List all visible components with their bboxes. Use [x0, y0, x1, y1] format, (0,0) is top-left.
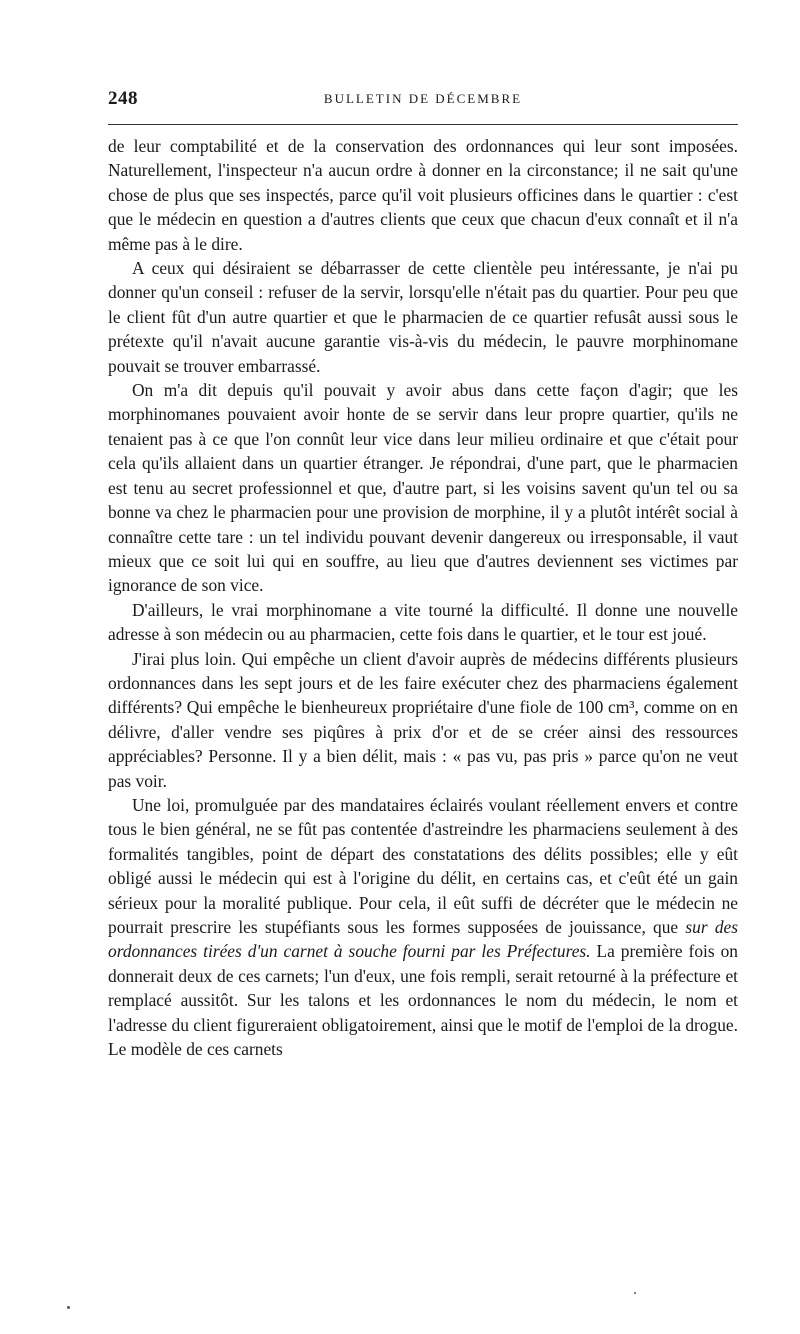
paragraph-6-text-before: Une loi, promulguée par des mandataires éclairés voulant réellement envers et contre tous le bien général, ne se fût pas contentée d'astreindre les pharmaciens seulement à des formalités tangibles, point de départ des constatations des délits possibles; elle y eût obligé aussi le médecin qui est à l'origine du délit, en certains cas, et c'eût été un gain sérieux pour la moralité publique. Pour cela, il eût suffi de décréter que le médecin ne pourrait prescrire les stupéfiants sous les formes supposées de jouissance, que: [108, 794, 738, 937]
running-title: BULLETIN DE DÉCEMBRE: [323, 91, 523, 106]
paragraph-6-text-after: La première fois on donnerait deux de ces carnets; l'un d'eux, une fois rempli, serait retourné à la préfecture et remplacé aussitôt. Sur les talons et les ordonnances le nom du médecin, le nom et l'adresse du client figureraient obligatoirement, ainsi que le motif de l'emploi de la drogue. Le modèle de ces carnets: [108, 941, 738, 1060]
paragraph-6-italic-text: sur des ordonnances tirées d'un carnet à souche fourni par les Préfectures.: [108, 917, 738, 962]
header-rule: [108, 124, 738, 125]
print-speck: [634, 1292, 636, 1294]
page-number: 248: [108, 88, 138, 109]
paragraph-2: A ceux qui désiraient se débarrasser de cette clientèle peu intéressante, je n'ai pu donner qu'un conseil : refuser de la servir, lorsqu'elle n'était pas du quartier. Pour peu que le client fût d'un autre quartier et que le pharmacien de ce quartier refusât aussi sous le prétexte qu'il n'avait aucune garantie vis-à-vis du médecin, le pauvre morphinomane pouvait se trouver embarrassé.: [108, 258, 738, 376]
body-text: [108, 134, 738, 1061]
running-head: [108, 88, 738, 116]
paragraph-6: [108, 793, 738, 1061]
paragraph-4: D'ailleurs, le vrai morphinomane a vite tourné la difficulté. Il donne une nouvelle adresse à son médecin ou au pharmacien, cette fois dans le quartier, et le tour est joué.: [108, 599, 738, 645]
paragraph-3: On m'a dit depuis qu'il pouvait y avoir abus dans cette façon d'agir; que les morphinomanes pouvaient avoir honte de se servir dans leur propre quartier, qu'ils ne tenaient pas à ce que l'on connût leur vice dans leur milieu ordinaire et que c'était pour cela qu'ils allaient dans un quartier étranger. Je répondrai, d'une part, que le pharmacien est tenu au secret professionnel et que, d'autre part, si les voisins savent qu'un tel ou sa bonne va chez le pharmacien pour une provision de morphine, il y a plutôt intérêt social à connaître cette tare : un tel individu pouvant devenir dangereux ou irresponsable, il vaut mieux que ce soit lui qui en souffre, au lieu que d'autres deviennent ses victimes par ignorance de son vice.: [108, 380, 738, 596]
paragraph-1: de leur comptabilité et de la conservation des ordonnances qui leur sont imposées. Naturellement, l'inspecteur n'a aucun ordre à donner en la circonstance; il ne sait qu'une chose de plus que ses inspectés, parce qu'il voit plusieurs officines dans le quartier : c'est que le médecin en question a d'autres clients que ceux que chacun d'eux connaît et il n'a même pas à le dire.: [108, 136, 738, 254]
paragraph-5: J'irai plus loin. Qui empêche un client d'avoir auprès de médecins différents plusieurs ordonnances dans les sept jours et de les faire exécuter chez des pharmaciens également différents? Qui empêche le bienheureux propriétaire d'une fiole de 100 cm³, comme on en délivre, d'aller vendre ses piqûres à prix d'or et de se créer ainsi des ressources appréciables? Personne. Il y a bien délit, mais : « pas vu, pas pris » parce qu'on ne veut pas voir.: [108, 648, 738, 791]
print-speck: [67, 1306, 70, 1309]
